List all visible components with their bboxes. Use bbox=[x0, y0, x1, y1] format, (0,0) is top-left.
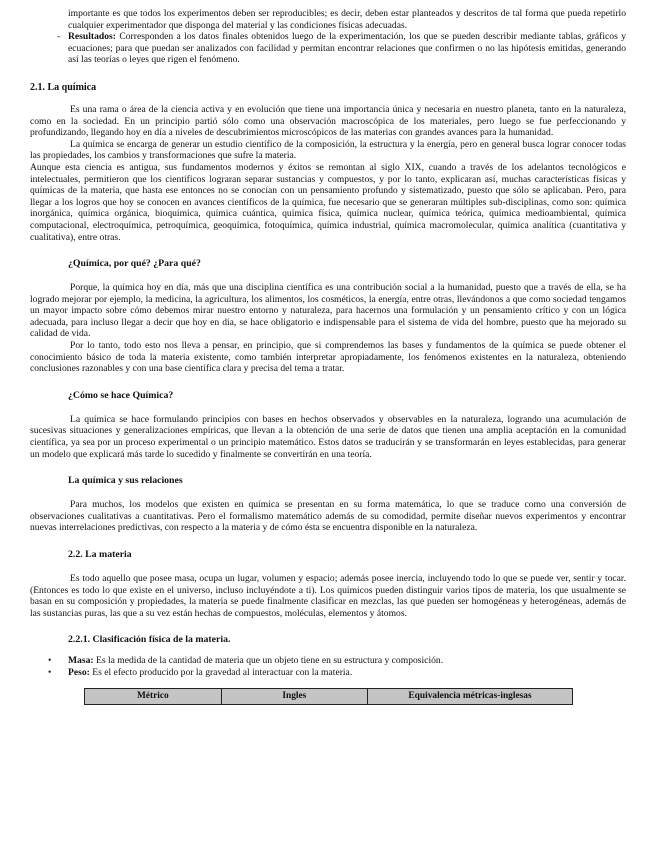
clasificacion-list bbox=[30, 655, 626, 678]
quimica-paragraph-1: Es una rama o área de la ciencia activa y en evolución que tiene una importancia única y necesaria en nuestro planeta, tanto en la naturaleza, como en la sociedad. En un principio partió sólo como una observación macroscópica de los materiales, pero luego se fue perfeccionando y profundizando, llegando hoy en día a niveles de descubrimientos microscópicos de las materias con grandes avances para la humanidad. bbox=[30, 103, 626, 139]
dash-marker: - bbox=[57, 31, 61, 43]
document-page bbox=[0, 8, 655, 856]
item-label: Masa: bbox=[68, 655, 94, 667]
como-paragraph: La química se hace formulando principios con bases en hechos observados y observables en la naturaleza, logrando una acumulación de sucesivas situaciones y generalizaciones empíricas, que llevan a la obtención de una serie de datos que tienen una amplia aceptación en la comunidad científica, ya sea por un proceso experimental o un principio matemático. Estos datos se traducirán y se transformarán en leyes establecidas, para generar un modelo que explicará más tarde lo sucedido y finalmente se convertirán en una teoría. bbox=[30, 413, 626, 460]
heading-por-que: ¿Química, por qué? ¿Para qué? bbox=[68, 258, 201, 270]
bullet-marker: • bbox=[48, 666, 52, 678]
column-header-equivalencia: Equivalencia métricas-inglesas bbox=[368, 688, 573, 704]
section-heading-quimica: 2.1. La química bbox=[30, 81, 97, 93]
resultados-label: Resultados: bbox=[68, 31, 116, 43]
quimica-paragraph-2: La química se encarga de generar un estudio científico de la composición, la estructura y la energía, pero en general busca lograr conocer todas las propiedades, los cambios y transformaciones que sufre la materia. bbox=[30, 138, 626, 162]
relaciones-paragraph: Para muchos, los modelos que existen en química se presentan en su forma matemática, lo que se traduce como una conversión de observaciones cualitativas a cuantitativas. Pero el formalismo matemático además de su comodidad, permite diseñar nuevos experimentos y encontrar nuevas interrelaciones predictivas, con respecto a la materia y de cómo ésta se encuentra disponible en la naturaleza. bbox=[30, 499, 626, 534]
units-table bbox=[84, 688, 573, 705]
heading-relaciones: La química y sus relaciones bbox=[68, 475, 183, 487]
por-que-paragraph-2: Por lo tanto, todo esto nos lleva a pensar, en principio, que si comprendemos las bases y fundamentos de la química se puede obtener el conocimiento básico de toda la materia existente, como también interpretar apropiadamente, los fenómenos existentes en la naturaleza, obteniendo conclusiones razonables y con una base científica clara y precisa del tema a tratar. bbox=[30, 340, 626, 375]
heading-como: ¿Cómo se hace Química? bbox=[68, 389, 174, 401]
resultados-item bbox=[30, 31, 626, 66]
por-que-paragraph-1: Porque, la química hoy en día, más que una disciplina científica es una contribución social a la humanidad, puesto que a través de ella, se ha logrado mejorar por ejemplo, la medicina, la agricultura, los alimentos, los cosméticos, la energía, entre otras, llevándonos a que como sociedad tengamos un mayor impacto sobre cómo debemos mirar nuestro entorno y naturaleza, para hacernos una formulación y un pensamiento crítico y con un lógica adecuada, para incluso llegar a decir que hoy en día, se hace obligatorio e indispensable para el sistema de vida del hombre, puesto que ha mejorado su calidad de vida. bbox=[30, 282, 626, 340]
item-text: Es la medida de la cantidad de materia que un objeto tiene en su estructura y composición. bbox=[93, 655, 444, 667]
quimica-paragraph-3: Aunque esta ciencia es antigua, sus fundamentos modernos y éxitos se remontan al siglo XIX, cuando a través de los adelantos tecnológicos e intelectuales, permitieron que los científicos lograran separar sustancias y compuestos, y por lo tanto, explicaran así, muchas características físicas y químicas de la materia, que hasta ese entonces no se conocían con un pensamiento profundo y sistematizado, puesto que sólo se aplicaban. Pero, para llegar a los logros que hoy se conocen en avances científicos de la química, fue necesario que se generaran múltiples sub-disciplinas, como son: química inorgánica, química orgánica, bioquímica, química cuántica, química física, química nuclear, química teórica, química medioambiental, química computacional, electroquímica, petroquímica, geoquímica, fotoquímica, química industrial, química macromolecular, química analítica (cuantitativa y cualitativa), entre otras. bbox=[30, 161, 626, 243]
column-header-metrico: Métrico bbox=[85, 688, 222, 704]
column-header-ingles: Ingles bbox=[221, 688, 367, 704]
table-header-row bbox=[85, 688, 573, 704]
item-label: Peso: bbox=[68, 666, 90, 678]
list-item bbox=[30, 655, 626, 667]
intro-continuation: importante es que todos los experimentos deben ser reproducibles; es decir, deben estar planteados y descritos de tal forma que pueda repetirlo cualquier experimentador que disponga del material y las condiciones físicas adecuadas. bbox=[68, 8, 626, 31]
list-item bbox=[30, 667, 626, 679]
item-text: Es el efecto producido por la gravedad al interactuar con la materia. bbox=[89, 666, 353, 678]
heading-clasificacion: 2.2.1. Clasificación física de la materia. bbox=[68, 634, 231, 646]
bullet-marker: • bbox=[48, 655, 52, 667]
materia-paragraph: Es todo aquello que posee masa, ocupa un lugar, volumen y espacio; además posee inercia, incluyendo todo lo que se puede ver, sentir y tocar. (Entonces es todo lo que existe en el universo, incluso incluyéndote a ti). Los químicos pueden distinguir varios tipos de materia, los que usualmente se basan en su composición y propiedades, la materia se puede finalmente clasificar en mezclas, las que pueden ser homogéneas y heterogéneas, además de las sustancias puras, las que a su vez están hechas de compuestos, moléculas, elementos y átomos. bbox=[30, 573, 626, 619]
resultados-text: Corresponden a los datos finales obtenidos luego de la experimentación, los que se pueden describir mediante tablas, gráficos y ecuaciones; para que puedan ser analizados con facilidad y permitan encontrar relaciones que confirmen o no las hipótesis emitidas, generando así las teorías o leyes que rigen el fenómeno. bbox=[68, 31, 626, 66]
heading-materia: 2.2. La materia bbox=[68, 549, 132, 560]
